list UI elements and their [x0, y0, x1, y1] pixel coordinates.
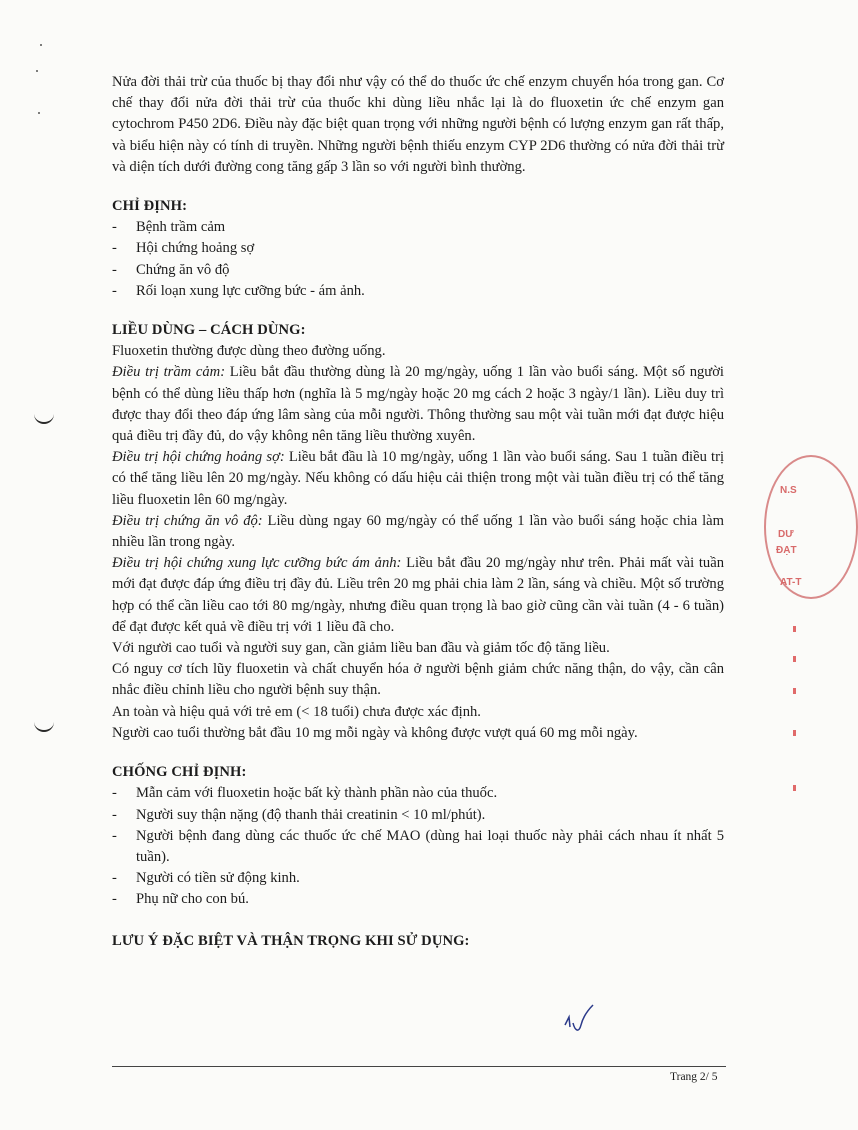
list-item: - Phụ nữ cho con bú. — [112, 889, 724, 910]
dosage-label: Điều trị trầm cảm: — [112, 364, 226, 381]
stamp-mark — [793, 626, 796, 632]
dosage-text: Liều bắt đầu là 10 mg/ngày, uống 1 lần vào buổi sáng. Sau 1 tuần điều trị có thể tăng liều lên 20 mg/ngày. Nếu không có dấu hiệu cải thiện trong một vài tuần điều trị có thể tăng liều fluoxetin lên 60 mg/ngày. — [112, 449, 725, 508]
dosage-label: Điều trị hội chứng xung lực cưỡng bức ám ảnh: — [112, 555, 402, 572]
page-number: Trang 2/ 5 — [670, 1071, 718, 1083]
dosage-block-depression — [112, 362, 724, 447]
stamp-text: AT-T — [780, 577, 802, 588]
stamp-mark — [793, 730, 796, 736]
dosage-text: Liều bắt đầu thường dùng là 20 mg/ngày, uống 1 lần vào buổi sáng. Một số người bệnh có thể dùng liều thấp hơn (nghĩa là 5 mg/ngày hoặc 20 mg cách 2 hoặc 3 ngày/1 lần). Liều duy trì được thay đổi theo đáp ứng lâm sàng của mỗi người. Thông thường sau một vài tuần mới đạt được hiệu quả điều trị đầy đủ, do vậy không nên tăng liều thường xuyên. — [112, 364, 724, 445]
list-item: - Hội chứng hoảng sợ — [112, 238, 724, 259]
scan-speck — [36, 70, 38, 72]
list-item: - Người suy thận nặng (độ thanh thải creatinin < 10 ml/phút). — [112, 805, 724, 826]
stamp-mark — [793, 688, 796, 694]
scan-speck — [40, 44, 42, 46]
list-item: - Mẫn cảm với fluoxetin hoặc bất kỳ thành phần nào của thuốc. — [112, 783, 724, 804]
stamp-text: DƯ — [778, 529, 794, 540]
binder-hole-top — [34, 408, 54, 424]
dosage-text: Liều dùng ngay 60 mg/ngày có thể uống 1 lần vào buổi sáng hoặc chia làm nhiều lần trong ngày. — [112, 512, 724, 551]
document-body — [112, 72, 724, 952]
dosage-block-panic — [112, 447, 724, 511]
dosage-note: An toàn và hiệu quả với trẻ em (< 18 tuổi) chưa được xác định. — [112, 703, 481, 720]
dosage-block-bulimia — [112, 511, 724, 553]
dosage-text: Liều bắt đầu 20 mg/ngày như trên. Phải mất vài tuần mới đạt được đáp ứng điều trị đầy đủ. Liều trên 20 mg phải chia làm 2 lần, sáng và chiều. Một số trường hợp có thể cần liều cao tới 80 mg/ngày, nhưng điều quan trọng là bao giờ cũng cần vài tuần (4 - 6 tuần) để đạt được kết quả về điều trị với 1 liều đã cho. — [112, 555, 724, 635]
list-item: - Rối loạn xung lực cưỡng bức - ám ảnh. — [112, 281, 724, 302]
scan-speck — [38, 112, 40, 114]
indications-heading: CHỈ ĐỊNH: — [112, 198, 188, 215]
stamp-mark — [793, 656, 796, 662]
dosage-heading: LIỀU DÙNG – CÁCH DÙNG: — [112, 322, 306, 339]
stamp-mark — [793, 785, 796, 791]
contraindications-list — [112, 783, 724, 910]
dosage-label: Điều trị chứng ăn vô độ: — [112, 512, 263, 529]
dosage-block-ocd — [112, 553, 724, 638]
contraindications-heading: CHỐNG CHỈ ĐỊNH: — [112, 764, 247, 781]
binder-hole-bottom — [34, 716, 54, 732]
intro-paragraph: Nửa đời thải trừ của thuốc bị thay đổi như vậy có thể do thuốc ức chế enzym chuyển hóa trong gan. Cơ chế thay đổi nửa đời thải trừ của thuốc khi dùng liều nhắc lại là do fluoxetin ức chế enzym gan cytochrom P450 2D6. Điều này đặc biệt quan trọng với những người bệnh có lượng enzym gan rất thấp, và biểu hiện này có tính di truyền. Những người bệnh thiếu enzym CYP 2D6 thường có nửa đời thải trừ và diện tích dưới đường cong tăng gấp 3 lần so với người bình thường. — [112, 74, 724, 175]
dosage-intro: Fluoxetin thường được dùng theo đường uống. — [112, 343, 386, 360]
dosage-note: Với người cao tuổi và người suy gan, cần giảm liều ban đầu và giảm tốc độ tăng liều. — [112, 640, 610, 657]
list-item: - Người bệnh đang dùng các thuốc ức chế MAO (dùng hai loại thuốc này phải cách nhau ít nhất 5 tuần). — [112, 826, 724, 868]
footer-divider — [112, 1066, 726, 1067]
official-stamp — [764, 455, 858, 599]
stamp-text: N.S — [780, 485, 797, 496]
indications-list — [112, 217, 724, 302]
list-item: - Người có tiền sử động kinh. — [112, 868, 724, 889]
dosage-note: Có nguy cơ tích lũy fluoxetin và chất chuyển hóa ở người bệnh giảm chức năng thận, do vậy, cần cân nhắc điều chỉnh liều cho người bệnh suy thận. — [112, 661, 724, 699]
dosage-label: Điều trị hội chứng hoảng sợ: — [112, 449, 285, 466]
signature-mark — [561, 1003, 597, 1037]
list-item: - Chứng ăn vô độ — [112, 260, 724, 281]
list-item: - Bệnh trầm cảm — [112, 217, 724, 238]
stamp-text: ĐẠT — [776, 545, 797, 556]
warnings-heading: LƯU Ý ĐẶC BIỆT VÀ THẬN TRỌNG KHI SỬ DỤNG: — [112, 932, 470, 949]
dosage-note: Người cao tuổi thường bắt đầu 10 mg mỗi ngày và không được vượt quá 60 mg mỗi ngày. — [112, 724, 638, 741]
